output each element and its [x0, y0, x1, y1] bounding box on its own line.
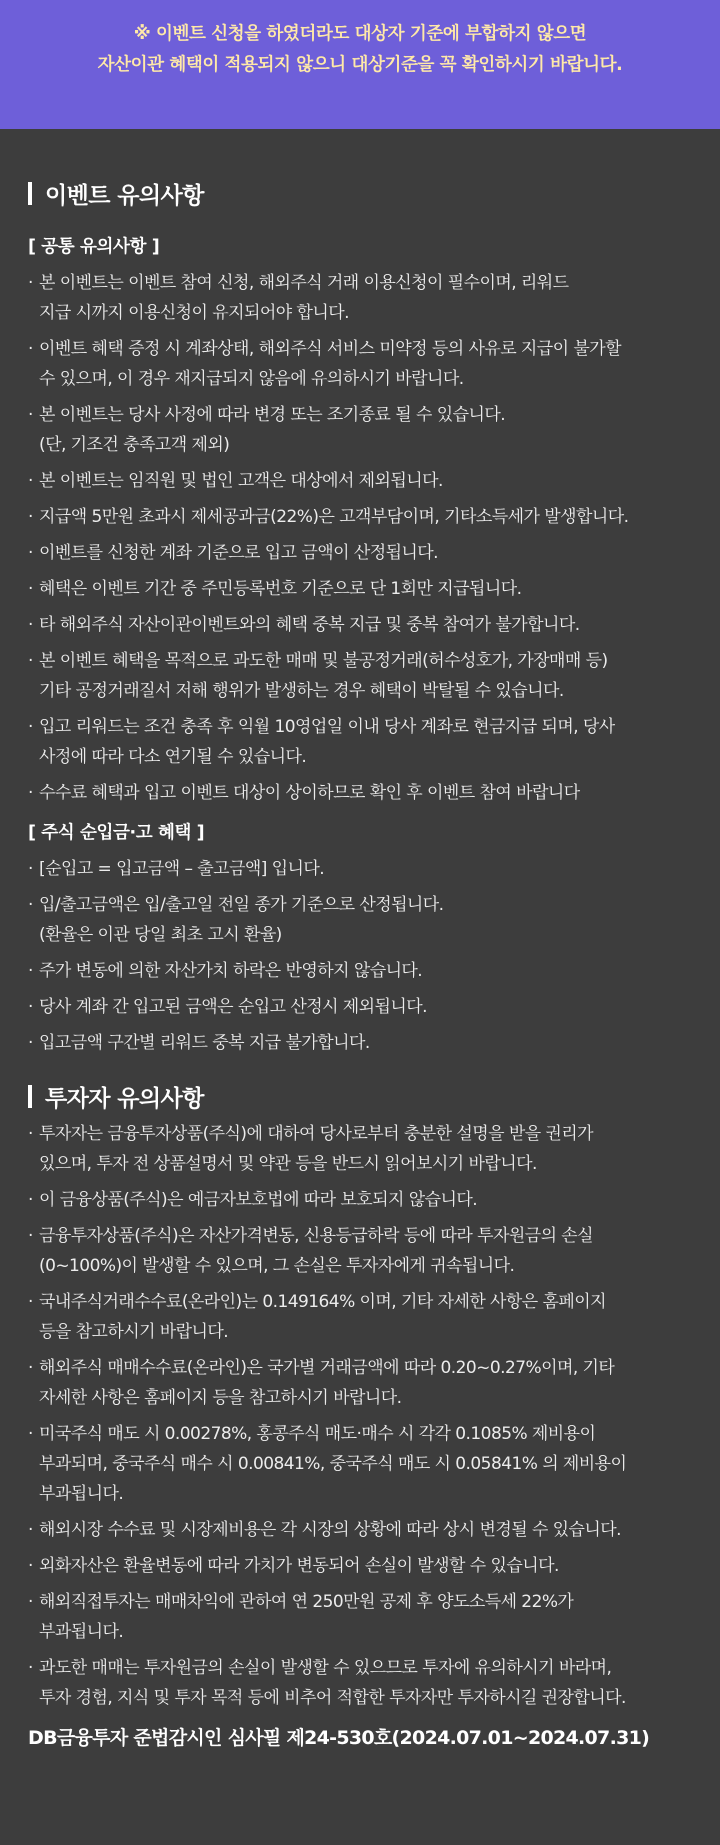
bullet-dot: · — [28, 1033, 33, 1053]
list-item — [28, 646, 692, 706]
list-item — [28, 1185, 692, 1215]
list-item-text: 이 금융상품(주식)은 예금자보호법에 따라 보호되지 않습니다. — [39, 1190, 478, 1210]
list-item — [28, 1419, 692, 1509]
bullet-dot: · — [28, 895, 33, 915]
list-item — [28, 854, 692, 884]
list-item — [28, 712, 692, 772]
list-item-text: 당사 계좌 간 입고된 금액은 순입고 산정시 제외됩니다. — [39, 997, 428, 1017]
list-item-text: 본 이벤트는 당사 사정에 따라 변경 또는 조기종료 될 수 있습니다. (단, 기조건 충족고객 제외) — [39, 405, 506, 455]
bullet-dot: · — [28, 1124, 33, 1144]
list-item-text: 이벤트를 신청한 계좌 기준으로 입고 금액이 산정됩니다. — [39, 543, 439, 563]
list-item — [28, 1221, 692, 1281]
bullet-dot: · — [28, 961, 33, 981]
bullet-dot: · — [28, 717, 33, 737]
list-item-text: 수수료 혜택과 입고 이벤트 대상이 상이하므로 확인 후 이벤트 참여 바랍니다 — [39, 783, 580, 803]
bullet-dot: · — [28, 1358, 33, 1378]
list-item-text: 이벤트 혜택 증정 시 계좌상태, 해외주식 서비스 미약정 등의 사유로 지급이 불가할 수 있으며, 이 경우 재지급되지 않음에 유의하시기 바랍니다. — [39, 339, 622, 389]
bullet-dot: · — [28, 1424, 33, 1444]
bullet-dot: · — [28, 997, 33, 1017]
net-deposit-title: [ 주식 순입금·고 혜택 ] — [28, 823, 205, 843]
notice-content — [0, 129, 720, 1750]
investor-notice-list — [28, 1119, 692, 1713]
list-item-text: 해외시장 수수료 및 시장제비용은 각 시장의 상황에 따라 상시 변경될 수 있습니다. — [39, 1520, 622, 1540]
list-item — [28, 1653, 692, 1713]
list-item — [28, 890, 692, 950]
section-bar — [28, 182, 32, 205]
list-item — [28, 1551, 692, 1581]
list-item-text: 해외직접투자는 매매차익에 관하여 연 250만원 공제 후 양도소득세 22%가 부과됩니다. — [39, 1592, 574, 1642]
list-item-text: 투자자는 금융투자상품(주식)에 대하여 당사로부터 충분한 설명을 받을 권리가 있으며, 투자 전 상품설명서 및 약관 등을 반드시 읽어보시기 바랍니다. — [39, 1124, 594, 1174]
list-item — [28, 538, 692, 568]
bullet-dot: · — [28, 1520, 33, 1540]
list-item-text: 외화자산은 환율변동에 따라 가치가 변동되어 손실이 발생할 수 있습니다. — [39, 1556, 559, 1576]
list-item — [28, 400, 692, 460]
list-item-text: [순입고 = 입고금액 – 출고금액] 입니다. — [39, 859, 325, 879]
list-item — [28, 574, 692, 604]
list-item — [28, 610, 692, 640]
list-item-text: 혜택은 이벤트 기간 중 주민등록번호 기준으로 단 1회만 지급됩니다. — [39, 579, 522, 599]
bullet-dot: · — [28, 1226, 33, 1246]
eligibility-warning-banner — [0, 0, 720, 129]
common-notice-title: [ 공통 유의사항 ] — [28, 237, 160, 257]
list-item — [28, 1515, 692, 1545]
common-notice-list — [28, 268, 692, 808]
bullet-dot: · — [28, 859, 33, 879]
list-item — [28, 992, 692, 1022]
bullet-dot: · — [28, 1556, 33, 1576]
list-item — [28, 1119, 692, 1179]
bullet-dot: · — [28, 1190, 33, 1210]
bullet-dot: · — [28, 507, 33, 527]
bullet-dot: · — [28, 615, 33, 635]
list-item — [28, 778, 692, 808]
bullet-dot: · — [28, 471, 33, 491]
list-item-text: 금융투자상품(주식)은 자산가격변동, 신용등급하락 등에 따라 투자원금의 손실 (0~100%)이 발생할 수 있으며, 그 손실은 투자자에게 귀속됩니다. — [39, 1226, 594, 1276]
list-item — [28, 466, 692, 496]
list-item-text: 과도한 매매는 투자원금의 손실이 발생할 수 있으므로 투자에 유의하시기 바라며, 투자 경험, 지식 및 투자 목적 등에 비추어 적합한 투자자만 투자하시길 권장합니다. — [39, 1658, 626, 1708]
list-item-text: 미국주식 매도 시 0.00278%, 홍콩주식 매도·매수 시 각각 0.1085% 제비용이 부과되며, 중국주식 매수 시 0.00841%, 중국주식 매도 시 0.05841% 의 제비용이 부과됩니다. — [39, 1424, 627, 1504]
bullet-dot: · — [28, 783, 33, 803]
list-item — [28, 1028, 692, 1058]
bullet-dot: · — [28, 1658, 33, 1678]
list-item — [28, 268, 692, 328]
list-item-text: 주가 변동에 의한 자산가치 하락은 반영하지 않습니다. — [39, 961, 423, 981]
list-item-text: 해외주식 매매수수료(온라인)은 국가별 거래금액에 따라 0.20~0.27%이며, 기타 자세한 사항은 홈페이지 등을 참고하시기 바랍니다. — [39, 1358, 615, 1408]
event-notice-title: 이벤트 유의사항 — [28, 178, 692, 208]
banner-line-2: 자산이관 혜택이 적용되지 않으니 대상기준을 꼭 확인하시기 바랍니다. — [97, 55, 623, 75]
list-item — [28, 334, 692, 394]
bullet-dot: · — [28, 1592, 33, 1612]
list-item-text: 입고금액 구간별 리워드 중복 지급 불가합니다. — [39, 1033, 370, 1053]
list-item — [28, 956, 692, 986]
bullet-dot: · — [28, 273, 33, 293]
list-item-text: 지급액 5만원 초과시 제세공과금(22%)은 고객부담이며, 기타소득세가 발생합니다. — [39, 507, 629, 527]
list-item-text: 본 이벤트는 이벤트 참여 신청, 해외주식 거래 이용신청이 필수이며, 리워드 지급 시까지 이용신청이 유지되어야 합니다. — [39, 273, 569, 323]
investor-notice-title: 투자자 유의사항 — [28, 1081, 692, 1111]
bullet-dot: · — [28, 543, 33, 563]
section-bar — [28, 1085, 32, 1108]
list-item-text: 입고 리워드는 조건 충족 후 익월 10영업일 이내 당사 계좌로 현금지급 되며, 당사 사정에 따라 다소 연기될 수 있습니다. — [39, 717, 615, 767]
list-item — [28, 1587, 692, 1647]
list-item-text: 국내주식거래수수료(온라인)는 0.149164% 이며, 기타 자세한 사항은 홈페이지 등을 참고하시기 바랍니다. — [39, 1292, 607, 1342]
list-item-text: 본 이벤트는 임직원 및 법인 고객은 대상에서 제외됩니다. — [39, 471, 443, 491]
banner-line-1: ※ 이벤트 신청을 하였더라도 대상자 기준에 부합하지 않으면 — [133, 24, 587, 44]
list-item — [28, 502, 692, 532]
list-item-text: 입/출고금액은 입/출고일 전일 종가 기준으로 산정됩니다. (환율은 이관 당일 최초 고시 환율) — [39, 895, 444, 945]
bullet-dot: · — [28, 339, 33, 359]
net-deposit-list — [28, 854, 692, 1058]
list-item-text: 본 이벤트 혜택을 목적으로 과도한 매매 및 불공정거래(허수성호가, 가장매매 등) 기타 공정거래질서 저해 행위가 발생하는 경우 혜택이 박탈될 수 있습니다. — [39, 651, 608, 701]
bullet-dot: · — [28, 579, 33, 599]
bullet-dot: · — [28, 651, 33, 671]
bullet-dot: · — [28, 1292, 33, 1312]
bullet-dot: · — [28, 405, 33, 425]
list-item-text: 타 해외주식 자산이관이벤트와의 혜택 중복 지급 및 중복 참여가 불가합니다. — [39, 615, 580, 635]
compliance-approval-text: DB금융투자 준법감시인 심사필 제24-530호(2024.07.01~2024.07.31) — [28, 1727, 650, 1749]
list-item — [28, 1287, 692, 1347]
list-item — [28, 1353, 692, 1413]
